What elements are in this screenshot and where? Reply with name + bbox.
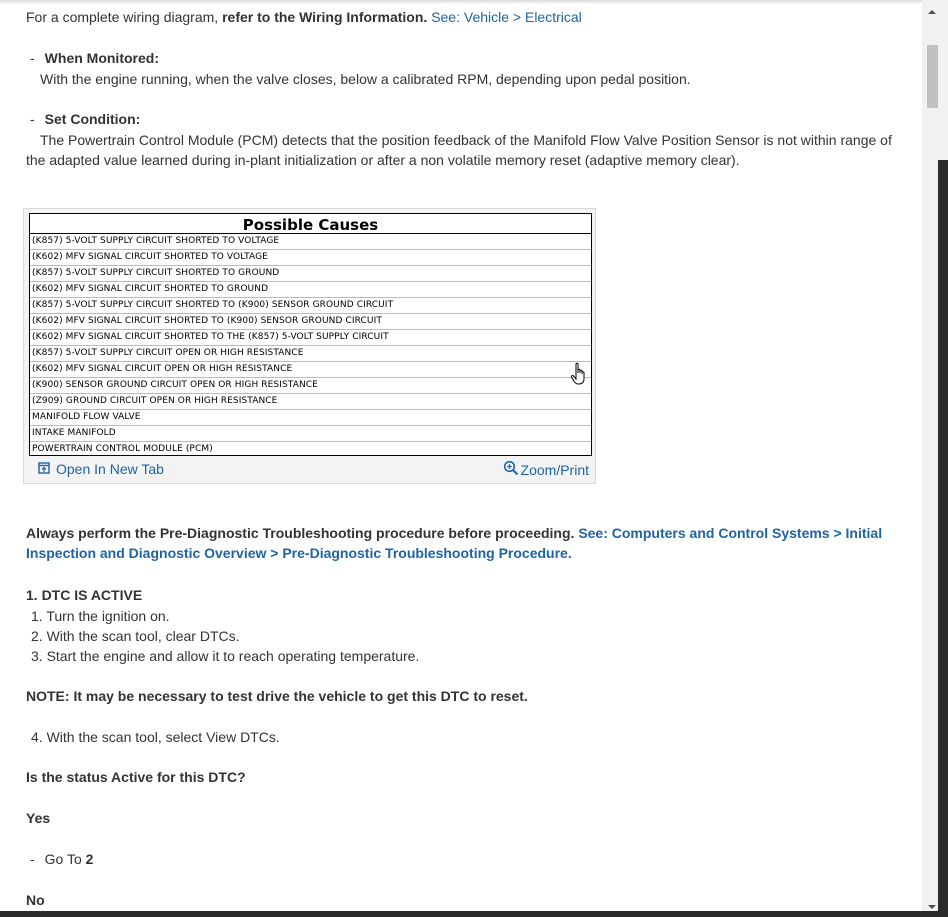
list-item: 3. Start the engine and allow it to reach operating temperature. — [31, 648, 420, 664]
when-monitored-heading — [30, 48, 920, 68]
list-item: 1. Turn the ignition on. — [31, 608, 170, 624]
open-tab-icon — [38, 461, 50, 477]
when-monitored-label: When Monitored: — [44, 50, 159, 66]
table-title: Possible Causes — [30, 214, 591, 234]
wiring-link[interactable]: See: Vehicle > Electrical — [431, 9, 582, 25]
bullet-dash: - — [30, 111, 35, 127]
table-row: (K900) SENSOR GROUND CIRCUIT OPEN OR HIGH RESISTANCE — [30, 378, 591, 394]
step1-heading: 1. DTC IS ACTIVE — [26, 587, 143, 603]
bullet-dash: - — [30, 50, 35, 66]
table-row: (Z909) GROUND CIRCUIT OPEN OR HIGH RESISTANCE — [30, 394, 591, 410]
table-row: (K857) 5-VOLT SUPPLY CIRCUIT SHORTED TO GROUND — [30, 266, 591, 282]
yes-label: Yes — [26, 810, 51, 826]
table-row: (K857) 5-VOLT SUPPLY CIRCUIT OPEN OR HIGH RESISTANCE — [30, 346, 591, 362]
pre-diagnostic-paragraph — [26, 523, 916, 563]
when-monitored-text: With the engine running, when the valve closes, below a calibrated RPM, depending upon pedal position. — [40, 71, 691, 87]
open-in-new-tab-label: Open In New Tab — [56, 461, 164, 477]
zoom-print-label: Zoom/Print — [520, 461, 589, 478]
wiring-prefix: For a complete wiring diagram, — [26, 9, 219, 25]
note-text: NOTE: It may be necessary to test drive the vehicle to get this DTC to reset. — [26, 688, 528, 704]
pre-diagnostic-link[interactable]: See: Computers and Control Systems > Initial Inspection and Diagnostic Overview > Pre-Diagnostic Troubleshooting Procedure. — [26, 525, 883, 561]
bullet-dash: - — [30, 851, 35, 867]
table-row: (K857) 5-VOLT SUPPLY CIRCUIT SHORTED TO (K900) SENSOR GROUND CIRCUIT — [30, 298, 591, 314]
no-label: No — [26, 892, 45, 908]
possible-causes-figure — [23, 208, 596, 484]
set-condition-heading — [30, 109, 920, 129]
wiring-bold: refer to the Wiring Information. — [222, 9, 428, 25]
scroll-up-icon[interactable] — [926, 4, 938, 20]
wiring-line — [26, 7, 916, 27]
table-row: (K602) MFV SIGNAL CIRCUIT SHORTED TO VOLTAGE — [30, 250, 591, 266]
list-item: 4. With the scan tool, select View DTCs. — [31, 729, 280, 745]
goto-step-number[interactable]: 2 — [85, 851, 94, 867]
table-row: MANIFOLD FLOW VALVE — [30, 410, 591, 426]
hand-cursor-icon — [570, 362, 588, 389]
set-condition-text: The Powertrain Control Module (PCM) detects that the position feedback of the Manifold Flow Valve Position Sensor is not within range of the adapted value learned during in-plant initialization or after a non volatile memory reset (adaptive memory clear). — [26, 132, 892, 168]
table-row: (K602) MFV SIGNAL CIRCUIT SHORTED TO THE (K857) 5-VOLT SUPPLY CIRCUIT — [30, 330, 591, 346]
goto-text: Go To — [44, 851, 82, 867]
zoom-print-link[interactable] — [503, 460, 589, 479]
list-item: 2. With the scan tool, clear DTCs. — [31, 628, 240, 644]
pre-diagnostic-bold: Always perform the Pre-Diagnostic Troubleshooting procedure before proceeding. — [26, 525, 575, 541]
window-bottom-edge — [0, 911, 948, 917]
set-condition-label: Set Condition: — [44, 111, 141, 127]
header-shadow — [0, 0, 922, 4]
table-row: POWERTRAIN CONTROL MODULE (PCM) — [32, 444, 213, 454]
table-row: (K602) MFV SIGNAL CIRCUIT OPEN OR HIGH RESISTANCE — [30, 362, 591, 378]
table-row: INTAKE MANIFOLD — [30, 426, 591, 442]
open-in-new-tab-link[interactable] — [38, 461, 164, 477]
scrollbar-thumb[interactable] — [927, 45, 938, 108]
goto-line — [30, 849, 920, 869]
possible-causes-table — [29, 213, 592, 456]
window-edge — [938, 160, 948, 911]
zoom-icon — [503, 460, 519, 479]
table-row: (K602) MFV SIGNAL CIRCUIT SHORTED TO (K900) SENSOR GROUND CIRCUIT — [30, 314, 591, 330]
table-row: (K602) MFV SIGNAL CIRCUIT SHORTED TO GROUND — [30, 282, 591, 298]
table-row: (K857) 5-VOLT SUPPLY CIRCUIT SHORTED TO VOLTAGE — [30, 234, 591, 250]
status-question: Is the status Active for this DTC? — [26, 769, 246, 785]
